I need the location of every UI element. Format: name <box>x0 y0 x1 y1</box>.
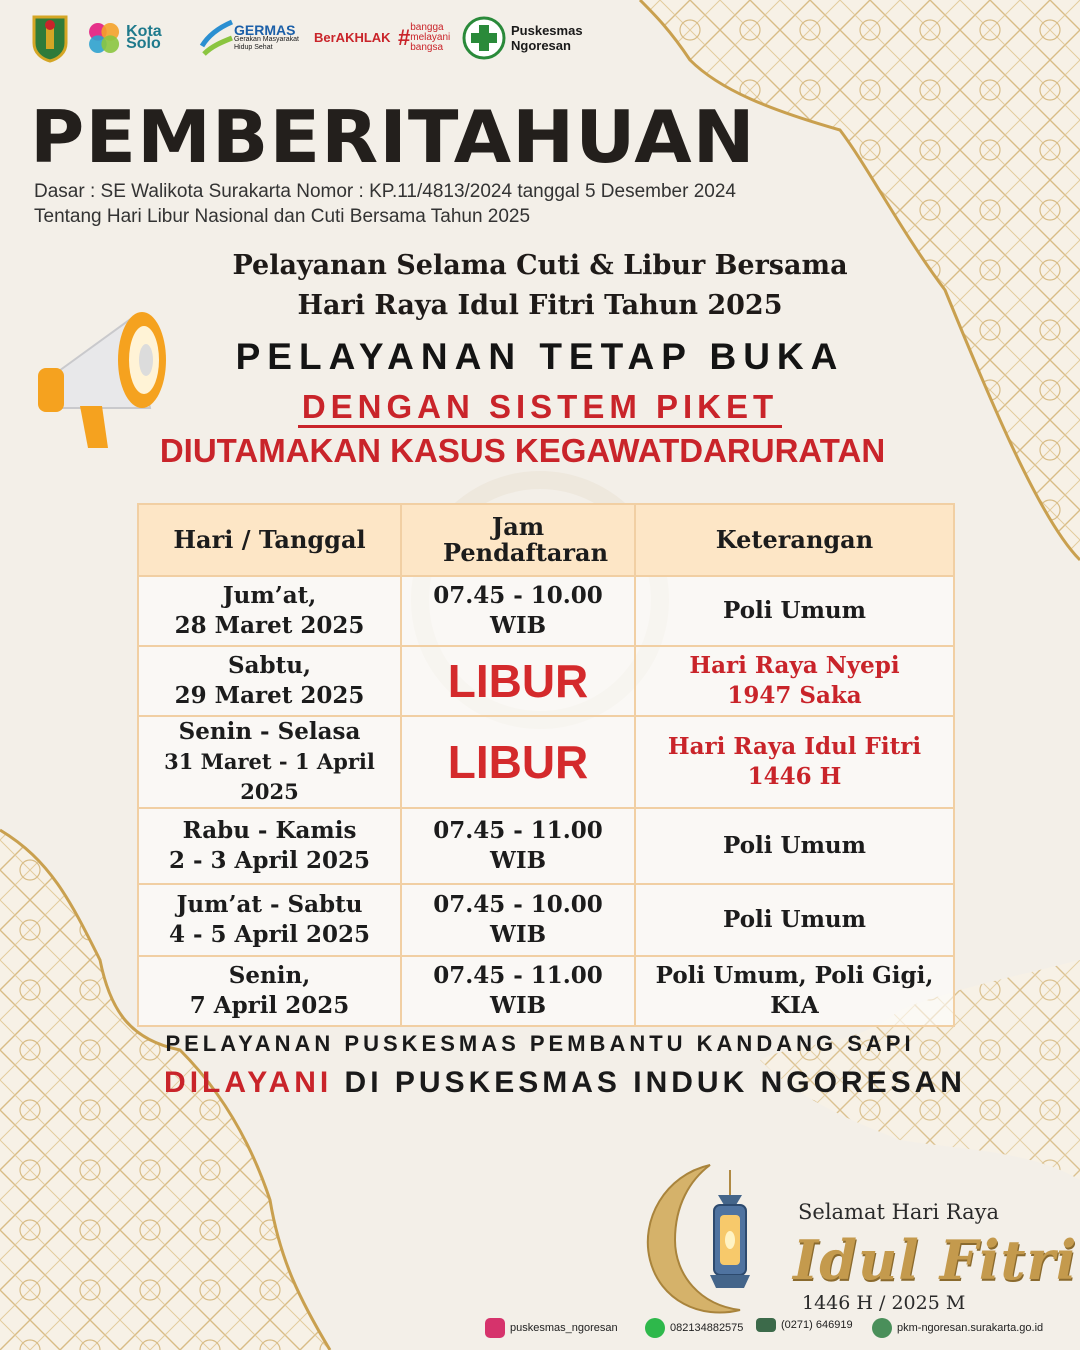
piket-text-underlined: DENGAN SISTEM PIKET <box>298 388 782 428</box>
kota-solo-logo <box>82 10 192 66</box>
bangga-melayani-logo <box>398 10 462 66</box>
table-row <box>138 956 954 1026</box>
row-note-1: Poli Umum <box>723 832 866 859</box>
row-note-2: 1446 H <box>747 763 842 790</box>
table-row <box>138 884 954 956</box>
table-row <box>138 646 954 716</box>
row-note-1: Hari Raya Nyepi <box>689 652 900 679</box>
row-date-text: 31 Maret - 1 April 2025 <box>164 749 375 804</box>
service-open-text: PELAYANAN TETAP BUKA <box>235 336 845 377</box>
germas-text: GERMAS <box>234 22 296 38</box>
eid-year: 1446 H / 2025 M <box>802 1292 966 1314</box>
eid-greeting: Selamat Hari Raya <box>798 1200 1000 1224</box>
emergency-priority-text: DIUTAMAKAN KASUS KEGAWATDARURATAN <box>159 432 886 469</box>
globe-icon <box>872 1318 892 1338</box>
header-hours <box>401 504 635 576</box>
instagram-handle: puskesmas_ngoresan <box>510 1322 618 1334</box>
row-note <box>635 646 954 716</box>
row-hours: 07.45 - 10.00 WIB <box>401 884 635 956</box>
row-date <box>138 808 401 884</box>
berakhlak-text: BerAKHLAK <box>314 30 391 45</box>
row-day: Jum’at, <box>222 582 317 609</box>
row-date <box>138 576 401 646</box>
row-note-2: KIA <box>770 992 819 1019</box>
schedule-table <box>137 503 955 1027</box>
row-date <box>138 956 401 1026</box>
row-hours: 07.45 - 11.00 WIB <box>401 956 635 1026</box>
row-date-text: 29 Maret 2025 <box>174 682 365 709</box>
header-hours-label: Jam Pendaftaran <box>443 512 609 567</box>
row-hours: 07.45 - 10.00 WIB <box>401 576 635 646</box>
row-note <box>635 884 954 956</box>
puskesmas-logo <box>462 10 602 66</box>
row-note-1: Hari Raya Idul Fitri <box>667 733 922 760</box>
row-day: Rabu - Kamis <box>182 817 357 844</box>
hashtag-icon: # <box>398 25 411 50</box>
pustu-notice: PELAYANAN PUSKESMAS PEMBANTU KANDANG SAPI <box>165 1031 915 1056</box>
kota-solo-text: Kota Solo <box>126 23 162 52</box>
eid-title: Idul Fitri <box>793 1228 1078 1292</box>
bangga-melayani-text: bangga melayani bangsa <box>410 22 451 53</box>
row-date-text: 2 - 3 April 2025 <box>168 847 371 874</box>
instagram-contact[interactable] <box>485 1318 618 1338</box>
whatsapp-contact[interactable] <box>645 1318 743 1338</box>
basis-line-2: Tentang Hari Libur Nasional dan Cuti Bersama Tahun 2025 <box>34 206 531 227</box>
piket-text <box>0 388 1080 426</box>
footer-contacts <box>0 1318 1080 1342</box>
row-note-1: Poli Umum <box>723 597 866 624</box>
basis-text <box>34 179 736 229</box>
table-header-row <box>138 504 954 576</box>
row-note-1: Poli Umum, Poli Gigi, <box>655 962 934 989</box>
phone-contact[interactable] <box>756 1318 853 1332</box>
header-logos <box>30 10 590 66</box>
row-day: Sabtu, <box>228 652 311 679</box>
row-day: Jum’at - Sabtu <box>176 891 363 918</box>
row-date-text: 4 - 5 April 2025 <box>168 921 371 948</box>
row-note-1: Poli Umum <box>723 906 866 933</box>
table-row <box>138 716 954 808</box>
phone-number: (0271) 646919 <box>781 1319 853 1331</box>
basis-line-1: Dasar : SE Walikota Surakarta Nomor : KP.11/4813/2024 tanggal 5 Desember 2024 <box>34 181 736 202</box>
row-hours-libur: LIBUR <box>401 716 635 808</box>
website-url: pkm-ngoresan.surakarta.go.id <box>897 1322 1044 1334</box>
row-note-2: 1947 Saka <box>727 682 862 709</box>
row-day: Senin - Selasa <box>178 718 361 745</box>
row-date <box>138 716 401 808</box>
puskesmas-text-1: Puskesmas <box>511 23 583 38</box>
served-rest: DI PUSKESMAS INDUK NGORESAN <box>332 1066 966 1099</box>
berakhlak-logo <box>314 10 394 66</box>
row-note <box>635 956 954 1026</box>
row-note <box>635 808 954 884</box>
row-date <box>138 884 401 956</box>
germas-subtext: Gerakan Masyarakat Hidup Sehat <box>234 36 299 51</box>
row-date-text: 7 April 2025 <box>189 992 350 1019</box>
puskesmas-text-2: Ngoresan <box>511 38 571 53</box>
served-highlight: DILAYANI <box>164 1066 333 1099</box>
whatsapp-icon <box>645 1318 665 1338</box>
phone-icon <box>756 1318 776 1332</box>
header-notes: Keterangan <box>635 504 954 576</box>
subtitle-line-2: Hari Raya Idul Fitri Tahun 2025 <box>297 290 783 321</box>
row-date-text: 28 Maret 2025 <box>174 612 365 639</box>
row-date <box>138 646 401 716</box>
whatsapp-number: 082134882575 <box>670 1322 744 1334</box>
header-date: Hari / Tanggal <box>138 504 401 576</box>
served-at-notice <box>0 1066 1080 1100</box>
row-note <box>635 576 954 646</box>
subtitle-line-1: Pelayanan Selama Cuti & Libur Bersama <box>232 250 848 281</box>
crescent-lantern-icon <box>640 1160 780 1320</box>
instagram-icon <box>485 1318 505 1338</box>
row-note <box>635 716 954 808</box>
pemkot-surakarta-logo <box>30 10 74 66</box>
germas-logo <box>198 10 306 66</box>
row-day: Senin, <box>228 962 311 989</box>
page-title: PEMBERITAHUAN <box>30 95 756 179</box>
row-hours: 07.45 - 11.00 WIB <box>401 808 635 884</box>
website-contact[interactable] <box>872 1318 1043 1338</box>
row-hours-libur: LIBUR <box>401 646 635 716</box>
table-row <box>138 576 954 646</box>
table-row <box>138 808 954 884</box>
